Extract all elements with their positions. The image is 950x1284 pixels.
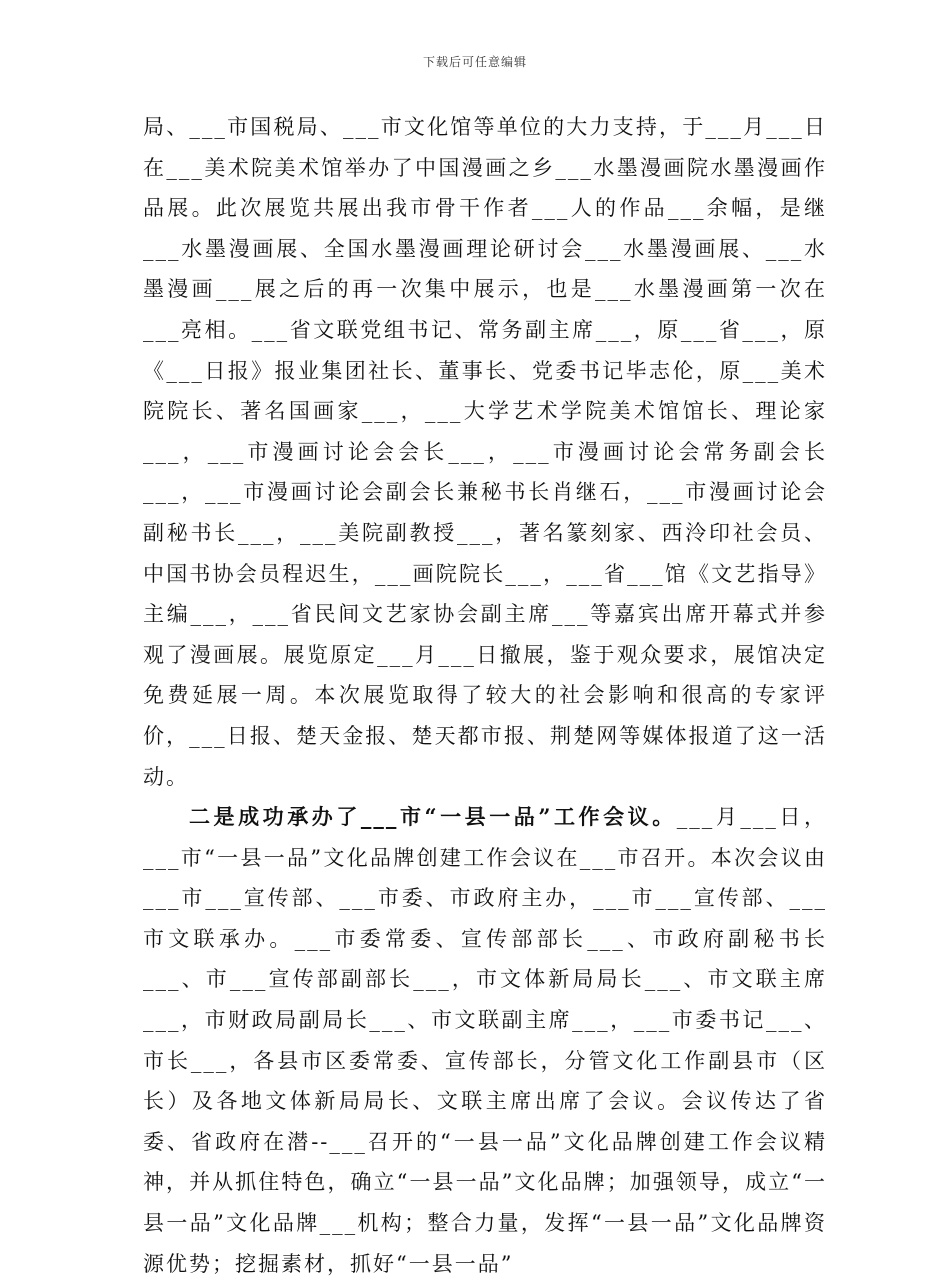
paragraph-conference [143,797,827,1284]
paragraph-exhibition: 局、___市国税局、___市文化馆等单位的大力支持，于___月___日在___美术院美术馆举办了中国漫画之乡___水墨漫画院水墨漫画作品展。此次展览共展出我市骨干作者___人的作品___余幅，是继___水墨漫画展、全国水墨漫画理论研讨会___水墨漫画展、___水墨漫画___展之后的再一次集中展示，也是___水墨漫画第一次在___亮相。___省文联党组书记、常务副主席___，原___省___，原《___日报》报业集团社长、董事长、党委书记毕志伦，原___美术院院长、著名国画家___，___大学艺术学院美术馆馆长、理论家___，___市漫画讨论会会长___，___市漫画讨论会常务副会长___，___市漫画讨论会副会长兼秘书长肖继石，___市漫画讨论会副秘书长___，___美院副教授___，著名篆刻家、西泠印社会员、中国书协会员程迟生，___画院院长___，___省___馆《文艺指导》主编___，___省民间文艺家协会副主席___等嘉宾出席开幕式并参观了漫画展。展览原定___月___日撤展，鉴于观众要求，展馆决定免费延展一周。本次展览取得了较大的社会影响和很高的专家评价，___日报、楚天金报、楚天都市报、荆楚网等媒体报道了这一活动。 [143,115,827,789]
paragraph-lead-heading: 二是成功承办了___市“一县一品”工作会议。 [189,804,677,830]
page-header: 下载后可任意编辑 [422,55,527,69]
document-body [143,107,827,1284]
paragraph-body-text: ___月___日，___市“一县一品”文化品牌创建工作会议在___市召开。本次会议由___市___宣传部、___市委、市政府主办，___市___宣传部、___市文联承办。___市委常委、宣传部部长___、市政府副秘书长___、市___宣传部副部长___，市文体新局局长___、市文联主席___，市财政局副局长___、市文联副主席___，___市委书记___、市长___，各县市区委常委、宣传部长，分管文化工作副县市（区长）及各地文体新局局长、文联主席出席了会议。会议传达了省委、省政府在潜--___召开的“一县一品”文化品牌创建工作会议精神，并从抓住特色，确立“一县一品”文化品牌；加强领导，成立“一县一品”文化品牌___机构；整合力量，发挥“一县一品”文化品牌资源优势；挖掘素材，抓好“一县一品” [143,805,827,1276]
